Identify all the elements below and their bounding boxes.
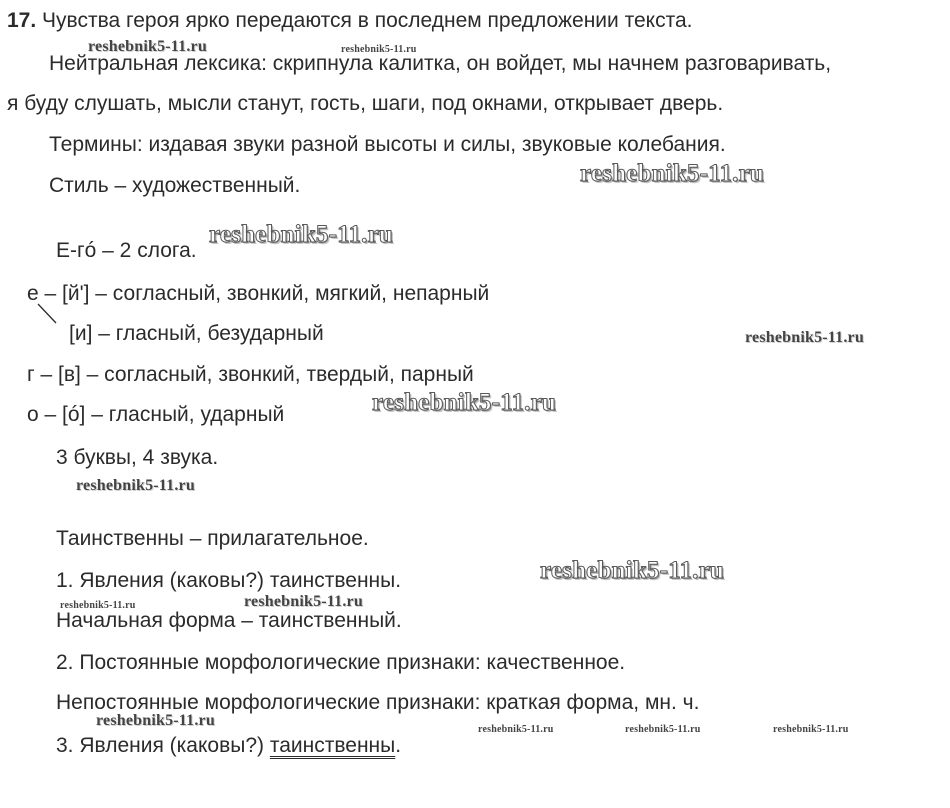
watermark: reshebnik5-11.ru — [580, 160, 765, 187]
phonetic-summary: 3 буквы, 4 звука. — [56, 446, 219, 469]
task-sentence-1: Чувства героя ярко передаются в последнем предложении текста. — [42, 9, 693, 32]
watermark: reshebnik5-11.ru — [244, 593, 363, 610]
watermark: reshebnik5-11.ru — [88, 38, 207, 55]
phonetic-e-line-2: [и] – гласный, безударный — [69, 322, 324, 345]
morph-point-3-prefix: 3. Явления (каковы?) — [56, 734, 270, 757]
morph-point-1: 1. Явления (каковы?) таинственны. — [56, 569, 402, 592]
watermark: reshebnik5-11.ru — [76, 477, 195, 494]
task-number: 17. — [7, 9, 37, 32]
task-line-1 — [7, 8, 692, 34]
task-line-2: Нейтральная лексика: скрипнула калитка, он войдет, мы начнем разговаривать, — [49, 52, 832, 75]
phonetic-word-line: Е-гó – 2 слога. — [56, 239, 197, 262]
morph-point-3-suffix: . — [395, 734, 402, 757]
phonetic-o-line: о – [ó] – гласный, ударный — [27, 403, 285, 426]
watermark: reshebnik5-11.ru — [372, 389, 557, 416]
morph-point-2: 2. Постоянные морфологические признаки: качественное. — [56, 651, 626, 674]
watermark: reshebnik5-11.ru — [96, 712, 215, 729]
branch-connector-icon — [33, 301, 59, 327]
morph-intro: Таинственны – прилагательное. — [56, 527, 369, 550]
morph-point-1b: Начальная форма – таинственный. — [56, 609, 402, 632]
morph-point-2b: Непостоянные морфологические признаки: краткая форма, мн. ч. — [56, 691, 700, 714]
watermark: reshebnik5-11.ru — [341, 44, 417, 55]
watermark: reshebnik5-11.ru — [478, 724, 554, 735]
watermark: reshebnik5-11.ru — [540, 557, 725, 584]
phonetic-g-line: г – [в] – согласный, звонкий, твердый, парный — [27, 363, 474, 386]
predicate-underlined-word: таинственны — [269, 734, 396, 757]
terms-line: Термины: издавая звуки разной высоты и силы, звуковые колебания. — [49, 133, 726, 156]
watermark: reshebnik5-11.ru — [625, 724, 701, 735]
style-line: Стиль – художественный. — [49, 174, 301, 197]
phonetic-e-line-1: е – [й'] – согласный, звонкий, мягкий, непарный — [27, 282, 490, 305]
watermark: reshebnik5-11.ru — [209, 221, 394, 248]
watermark: reshebnik5-11.ru — [745, 329, 864, 346]
watermark: reshebnik5-11.ru — [773, 724, 849, 735]
morph-point-3 — [56, 733, 401, 759]
task-line-3: я буду слушать, мысли станут, гость, шаги, под окнами, открывает дверь. — [7, 92, 724, 115]
watermark: reshebnik5-11.ru — [60, 600, 136, 611]
